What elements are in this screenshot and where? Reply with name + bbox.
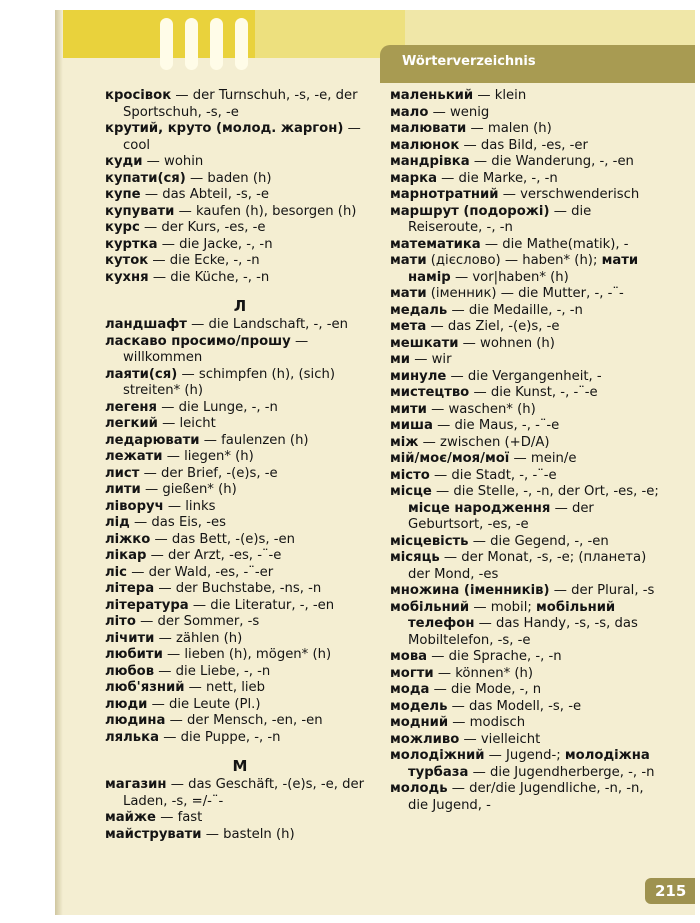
dictionary-entry — [390, 303, 665, 320]
dictionary-entry — [390, 600, 665, 650]
dictionary-entry — [105, 154, 375, 171]
entry-word: місяць — [390, 550, 440, 565]
dictionary-entry — [390, 286, 665, 303]
dictionary-entry — [105, 334, 375, 367]
dictionary-entry — [105, 515, 375, 532]
entry-definition: — die Literatur, -, -en — [192, 597, 335, 613]
entry-definition: — das Geschäft, -(e)s, -e, der Laden, -s, =/-¨- — [123, 777, 365, 809]
entry-definition: — zwischen (+D/A) — [422, 434, 550, 450]
entry-word: малювати — [390, 121, 467, 136]
entry-definition: — klein — [477, 88, 527, 103]
dictionary-entry — [390, 204, 665, 237]
entry-definition: — das Abteil, -s, -e — [144, 187, 269, 202]
entry-word: лялька — [105, 729, 159, 745]
left-column — [105, 88, 375, 843]
entry-definition: — der Buchstabe, -ns, -n — [158, 581, 322, 596]
entry-definition: — die Leute (Pl.) — [151, 696, 261, 712]
entry-definition: — wir — [414, 352, 452, 367]
entry-definition: — wenig — [432, 104, 490, 120]
entry-definition: — nett, lieb — [188, 680, 266, 695]
entry-word: лити — [105, 482, 141, 497]
entry-definition: (дієслово) — haben* (h); — [430, 253, 598, 268]
dictionary-entry — [390, 402, 665, 419]
dictionary-entry — [390, 121, 665, 138]
entry-word: легеня — [105, 399, 158, 415]
entry-word: крутий, круто (молод. жаргон) — [105, 121, 344, 136]
dictionary-entry — [105, 548, 375, 565]
entry-word: куток — [105, 253, 149, 268]
entry-definition: — die Landschaft, -, -en — [191, 317, 348, 332]
entry-word: медаль — [390, 302, 448, 318]
dictionary-entry — [390, 418, 665, 435]
dictionary-entry — [105, 532, 375, 549]
entry-definition: — die Mathe(matik), - — [484, 236, 629, 252]
dictionary-entry — [105, 237, 375, 254]
entry-word: модний — [390, 715, 449, 730]
dictionary-entry — [390, 451, 665, 468]
dictionary-entry — [105, 664, 375, 681]
entry-word: література — [105, 597, 189, 613]
entry-word: мій/моє/моя/мої — [390, 451, 510, 466]
entry-word: лічити — [105, 630, 155, 646]
dictionary-entry — [390, 253, 665, 286]
dictionary-entry — [105, 367, 375, 400]
entry-definition: — die Küche, -, -n — [152, 269, 270, 285]
entry-word: люб'язний — [105, 680, 185, 695]
entry-definition: — der Plural, -s — [553, 583, 655, 598]
entry-subword: місце народження — [408, 500, 551, 516]
entry-definition: — die Marke, -, -n — [441, 170, 558, 186]
entry-definition: — das Bild, -es, -er — [463, 137, 588, 153]
entry-word: літо — [105, 614, 136, 629]
dictionary-entry — [390, 682, 665, 699]
entry-definition: — schimpfen (h), (sich) streiten* (h) — [123, 366, 335, 398]
entry-definition: — die Reiseroute, -, -n — [408, 203, 592, 235]
entry-definition: — die Sprache, -, -n — [431, 649, 562, 664]
entry-word: лікар — [105, 548, 147, 563]
entry-word: маршрут (подорожі) — [390, 203, 550, 219]
dictionary-entry — [390, 534, 665, 551]
entry-definition: (іменник) — die Mutter, -, -¨- — [430, 286, 624, 301]
dictionary-entry — [390, 748, 665, 781]
section-title: Wörterverzeichnis — [402, 54, 536, 69]
dictionary-entry — [105, 730, 375, 747]
entry-word: курс — [105, 220, 140, 235]
dictionary-entry — [105, 499, 375, 516]
dictionary-entry — [390, 88, 665, 105]
dictionary-entry — [390, 369, 665, 386]
entry-definition: — leicht — [162, 416, 216, 431]
entry-word: купати(ся) — [105, 170, 186, 186]
dictionary-entry — [105, 171, 375, 188]
entry-definition: — willkommen — [123, 333, 309, 365]
entry-definition: — die Vergangenheit, - — [450, 368, 602, 384]
dictionary-entry — [105, 270, 375, 287]
entry-definition: — das Bett, -(e)s, -en — [154, 531, 295, 547]
entry-definition: — der Sommer, -s — [140, 614, 260, 629]
entry-word: модель — [390, 698, 448, 714]
dictionary-entry — [390, 187, 665, 204]
entry-word: ліс — [105, 564, 127, 580]
entry-word: купе — [105, 187, 141, 202]
entry-definition: — Jugend-; — [488, 748, 561, 763]
entry-definition: — die Maus, -, -¨-e — [437, 418, 560, 433]
entry-definition: — basteln (h) — [205, 826, 295, 842]
section-header — [380, 45, 695, 83]
entry-definition: — fast — [160, 810, 203, 825]
entry-word: мода — [390, 682, 430, 697]
entry-word: між — [390, 434, 419, 450]
entry-definition: — die Stelle, -, -n, der Ort, -es, -e; — [436, 484, 659, 499]
entry-word: людина — [105, 713, 166, 728]
entry-definition: — das Modell, -s, -e — [451, 698, 582, 714]
dictionary-entry — [390, 550, 665, 583]
dictionary-entry — [105, 204, 375, 221]
entry-definition: — die Gegend, -, -en — [472, 533, 609, 549]
dictionary-entry — [105, 121, 375, 154]
dictionary-entry — [105, 565, 375, 582]
dictionary-entry — [390, 649, 665, 666]
dictionary-entry — [390, 138, 665, 155]
entry-definition: — liegen* (h) — [166, 449, 254, 464]
entry-definition: — lieben (h), mögen* (h) — [167, 647, 332, 662]
entry-definition: — gießen* (h) — [145, 482, 237, 497]
dictionary-entry — [390, 666, 665, 683]
dictionary-entry — [105, 680, 375, 697]
entry-word: любов — [105, 663, 155, 679]
decorative-pill — [160, 18, 173, 70]
entry-word: місце — [390, 484, 432, 499]
dictionary-entry — [105, 433, 375, 450]
entry-word: мова — [390, 649, 428, 664]
dictionary-entry — [105, 88, 375, 121]
dictionary-entry — [105, 253, 375, 270]
entry-definition: — kaufen (h), besorgen (h) — [178, 203, 357, 219]
entry-definition: — der Monat, -s, -e; (планета) der Mond, -es — [408, 550, 647, 582]
entry-definition: — mein/e — [513, 451, 577, 466]
entry-word: мити — [390, 401, 427, 417]
entry-definition: — vielleicht — [463, 731, 541, 747]
entry-word: минуле — [390, 368, 447, 384]
entry-definition: — der Turnschuh, -s, -e, der Sportschuh, -s, -e — [123, 88, 358, 120]
entry-definition: — die Wanderung, -, -en — [473, 154, 634, 169]
dictionary-entry — [390, 781, 665, 814]
entry-definition: — wohnen (h) — [462, 335, 555, 351]
entry-definition: — links — [167, 498, 216, 514]
entry-word: майже — [105, 810, 156, 825]
entry-word: марка — [390, 170, 437, 186]
dictionary-entry — [390, 319, 665, 336]
dictionary-entry — [390, 435, 665, 452]
entry-word: мобільний — [390, 599, 470, 615]
entry-word: купувати — [105, 203, 175, 219]
entry-word: молодіжний — [390, 748, 485, 763]
entry-word: легкий — [105, 416, 158, 431]
decorative-pill — [185, 18, 198, 70]
entry-subword: мобільний телефон — [408, 599, 616, 631]
entry-word: куртка — [105, 236, 158, 252]
entry-definition: — waschen* (h) — [431, 401, 536, 417]
entry-word: мати — [390, 253, 427, 268]
entry-definition: — cool — [123, 121, 361, 153]
dictionary-page — [55, 10, 695, 915]
entry-word: ледарювати — [105, 432, 200, 448]
entry-subdefinition: — die Jugendherberge, -, -n — [472, 764, 655, 780]
page-number-tab — [645, 878, 695, 904]
decorative-pill — [235, 18, 248, 70]
dictionary-entry — [390, 715, 665, 732]
entry-definition: — die Medaille, -, -n — [451, 302, 583, 318]
dictionary-entry — [390, 732, 665, 749]
entry-word: молодь — [390, 781, 448, 796]
entry-definition: — zählen (h) — [158, 630, 243, 646]
dictionary-entry — [390, 154, 665, 171]
dictionary-entry — [105, 647, 375, 664]
entry-subdefinition: — das Handy, -s, -s, das Mobiltelefon, -s, -e — [408, 616, 638, 648]
entry-word: майструвати — [105, 826, 202, 842]
entry-word: магазин — [105, 777, 167, 792]
dictionary-entry — [105, 187, 375, 204]
entry-word: кросівок — [105, 88, 172, 103]
entry-definition: — können* (h) — [437, 665, 534, 681]
dictionary-entry — [390, 105, 665, 122]
entry-word: мандрівка — [390, 154, 470, 169]
entry-definition: — baden (h) — [189, 170, 272, 186]
dictionary-entry — [390, 468, 665, 485]
entry-word: куди — [105, 154, 143, 169]
dictionary-entry — [105, 482, 375, 499]
entry-word: місцевість — [390, 533, 469, 549]
dictionary-entry — [390, 699, 665, 716]
entry-word: лід — [105, 515, 130, 530]
dictionary-entry — [390, 171, 665, 188]
entry-definition: — faulenzen (h) — [203, 432, 309, 448]
alphabet-letter-heading: М — [232, 757, 248, 775]
entry-definition: — der Arzt, -es, -¨-e — [150, 548, 282, 563]
entry-word: множина (іменників) — [390, 583, 550, 598]
entry-word: мешкати — [390, 335, 459, 351]
dictionary-entry — [390, 484, 665, 534]
entry-word: люди — [105, 696, 148, 712]
entry-definition: — verschwenderisch — [502, 187, 640, 202]
entry-definition: — die Kunst, -, -¨-e — [473, 385, 598, 400]
entry-definition: — der Brief, -(e)s, -e — [143, 465, 278, 481]
dictionary-entry — [105, 317, 375, 334]
dictionary-entry — [105, 631, 375, 648]
entry-word: могти — [390, 665, 434, 681]
entry-subdefinition: — vor|haben* (h) — [454, 269, 569, 285]
entry-definition: — der Wald, -es, -¨-er — [131, 564, 274, 580]
dictionary-entry — [105, 598, 375, 615]
entry-definition: — malen (h) — [470, 121, 552, 136]
entry-word: ландшафт — [105, 317, 187, 332]
entry-word: марнотратний — [390, 187, 499, 202]
entry-subword: мати намір — [408, 253, 639, 285]
entry-word: лист — [105, 465, 140, 481]
entry-word: ліворуч — [105, 498, 164, 514]
entry-word: мистецтво — [390, 385, 470, 400]
dictionary-entry — [105, 777, 375, 810]
entry-word: кухня — [105, 269, 149, 285]
entry-word: мало — [390, 104, 429, 120]
dictionary-entry — [105, 466, 375, 483]
right-column — [390, 88, 665, 814]
dictionary-entry — [105, 827, 375, 844]
dictionary-entry — [390, 583, 665, 600]
entry-word: літера — [105, 581, 155, 596]
entry-word: ми — [390, 352, 411, 367]
entry-definition: — das Eis, -es — [134, 515, 226, 530]
dictionary-entry — [105, 220, 375, 237]
book-spine-shadow — [55, 10, 63, 915]
dictionary-entry — [390, 385, 665, 402]
entry-definition: — die Liebe, -, -n — [158, 663, 271, 679]
alphabet-letter-heading: Л — [233, 297, 247, 315]
entry-word: місто — [390, 467, 430, 483]
entry-subword: молодіжна турбаза — [408, 748, 650, 780]
dictionary-entry — [105, 697, 375, 714]
entry-word: мати — [390, 286, 427, 301]
entry-definition: — modisch — [452, 715, 526, 730]
entry-word: лежати — [105, 449, 163, 464]
entry-word: можливо — [390, 731, 460, 747]
dictionary-entry — [105, 449, 375, 466]
entry-definition: — die Lunge, -, -n — [161, 399, 278, 415]
dictionary-entry — [105, 416, 375, 433]
entry-definition: — der Kurs, -es, -e — [144, 220, 266, 235]
entry-word: ліжко — [105, 531, 151, 547]
dictionary-entry — [105, 713, 375, 730]
entry-subdefinition: — der Geburtsort, -es, -e — [408, 500, 594, 532]
entry-word: математика — [390, 236, 481, 252]
dictionary-entry — [105, 581, 375, 598]
entry-word: лаяти(ся) — [105, 366, 178, 382]
dictionary-entry — [105, 400, 375, 417]
decorative-pill — [210, 18, 223, 70]
entry-word: мета — [390, 319, 427, 334]
entry-definition: — der/die Jugendliche, -n, -n, die Jugend, - — [408, 781, 644, 813]
entry-definition: — die Stadt, -, -¨-e — [434, 467, 557, 483]
dictionary-entry — [105, 614, 375, 631]
entry-definition: — die Ecke, -, -n — [152, 253, 260, 268]
entry-definition: — mobil; — [473, 599, 532, 615]
entry-word: маленький — [390, 88, 474, 103]
page-number: 215 — [655, 882, 687, 900]
dictionary-entry — [105, 810, 375, 827]
dictionary-entry — [390, 237, 665, 254]
dictionary-entry — [390, 336, 665, 353]
entry-word: любити — [105, 647, 163, 662]
entry-definition: — die Jacke, -, -n — [161, 236, 273, 252]
entry-definition: — der Mensch, -en, -en — [169, 713, 323, 728]
entry-word: ласкаво просимо/прошу — [105, 333, 291, 349]
entry-definition: — wohin — [146, 154, 204, 169]
entry-definition: — das Ziel, -(e)s, -e — [430, 319, 560, 334]
entry-word: малюнок — [390, 137, 460, 153]
dictionary-entry — [390, 352, 665, 369]
entry-word: миша — [390, 418, 433, 433]
header-band-yellow — [55, 10, 255, 58]
entry-definition: — die Puppe, -, -n — [163, 729, 281, 745]
entry-definition: — die Mode, -, n — [433, 682, 542, 697]
